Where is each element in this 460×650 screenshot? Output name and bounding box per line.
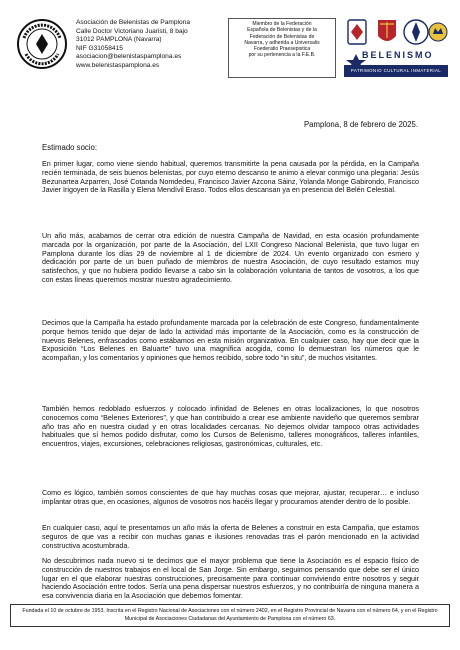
letter-paragraph: No descubrimos nada nuevo si te decimos que el mayor problema que tiene la Asociación es el espacio físico de construcción de nuestros trabajos en el local de San Jorge. Sin embargo, seguimos pensando que debe ser el único lugar en el que elaborar nuestras construcciones, precisamente para continuar conviviendo entre nosotros y seguir haciendo Asociación entre todos. Sería una pena dispersar nuestros esfuerzos, y no contribuiría de ninguna manera a esa convivencia diaria en la Asociación que debemos fomentar.: [42, 557, 419, 601]
organization-city: 31012 PAMPLONA (Navarra): [76, 36, 162, 44]
universalis-emblem-icon: [404, 20, 428, 44]
organization-name: Asociación de Belenistas de Pamplona: [76, 19, 190, 26]
letter-paragraph: Como es lógico, también somos conscientes de que hay muchas cosas que mejorar, ajustar, recuperar… e incluso implantar otras que, en ocasiones, algunos de vosotros nos hacéis llegar y procuramos atender dentro de lo posible.: [42, 489, 419, 506]
organization-website[interactable]: www.belenistaspamplona.es: [76, 61, 160, 69]
letter-paragraph: En cualquier caso, aquí te presentamos un año más la oferta de Belenes a construir en esta Campaña, que estamos seguros de que vas a recibir con muchas ganas e ilusiones renovadas tras el parón mencionado en la actividad constructiva acostumbrada.: [42, 524, 419, 550]
brand-tagline: PATRIMONIO CULTURAL INMATERIAL: [344, 65, 448, 77]
letter-date: Pamplona, 8 de febrero de 2025.: [303, 120, 418, 129]
federation-box: [228, 18, 336, 78]
association-seal-logo: [16, 18, 68, 70]
brand-name: BELENISMO: [362, 50, 434, 60]
letter-paragraph: También hemos redoblado esfuerzos y colocado infinidad de Belenes en otras localizaciones, lo que nosotros conocemos como “Belenes Exteriores”, y que han contribuido a crear ese ambiente navideño que queremos sembrar año tras año en nuestra ciudad y en otras localidades cercanas. No dejemos olvidar tampoco otras actividades habituales que sí hemos podido disfrutar, como los Cursos de Belenismo, talleres monográficos, talleres infantiles, encuentros, viajes, excursiones, celebraciones religiosas, gastronómicas, culturales, etc.: [42, 405, 419, 449]
federation-line: Miembro de la Federación: [252, 21, 312, 27]
federation-line: por su pertenencia a la F.E.B.: [248, 52, 316, 59]
organization-email[interactable]: asociacion@belenistaspamplona.es: [76, 53, 182, 61]
federation-line: Navarra, y adherida a Universalis: [244, 39, 320, 46]
registration-footer: Fundada el 10 de octubre de 1953. Inscrita en el Registro Nacional de Asociaciones con el número 2402, en el Registro Provincial de Navarra con el número 64, y en el Registro Municipal de Asociaciones Ciudadanas del Ayuntamiento de Pamplona con el número 63.: [10, 604, 450, 627]
organization-info: [76, 19, 226, 71]
federation-line: Federación de Belenistas de: [249, 33, 315, 40]
letter-salutation: Estimado socio:: [42, 143, 98, 152]
federation-line: Española de Belenistas y de la: [247, 27, 317, 34]
letter-paragraph: Un año más, acabamos de cerrar otra edición de nuestra Campaña de Navidad, en esta ocasión profundamente marcada por la organización, por parte de la Asociación, del LXII Congreso Nacional Belenista, que tuvo lugar en Pamplona durante los días 29 de noviembre al 1 de diciembre de 2024. Un evento organizado con esmero y dedicación por parte de un buen puñado de miembros de nuestra Asociación, de cuyo resultado estamos muy satisfechos, y que no hubiera podido llevarse a cabo sin la colaboración voluntaria de tantos de vosotros, a los que con estas líneas queremos mostrar nuestro agradecimiento.: [42, 232, 419, 284]
organization-nif: NIF G31058415: [76, 44, 123, 52]
navarra-emblem-icon: [378, 20, 396, 41]
letter-paragraph: Decimos que la Campaña ha estado profundamente marcada por la celebración de este Congreso, fundamentalmente porque hemos tenido que dejar de lado la actividad más importante de la Asociación, como es la construcción de nuevos Belenes, enfrascados como estábamos en esta misión organizativa. En cualquier caso, hay que decir que la Exposición “Los Belenes en Baluarte” tuvo una magnífica acogida, como lo demuestran los números que le acompañan, y los comentarios y opiniones que hemos recibido, sobre todo “in situ”, de muchos visitantes.: [42, 319, 419, 363]
federation-emblem-icon: [348, 20, 366, 44]
organization-address: Calle Doctor Victoriano Juaristi, 8 bajo: [76, 27, 188, 35]
crown-emblem-icon: [429, 23, 447, 41]
federation-line: Foederatio Praesepistica: [253, 46, 311, 53]
letter-paragraph: En primer lugar, como viene siendo habitual, queremos transmitirte la pena causada por la pérdida, en la Campaña recién terminada, de seis buenos belenistas, por cuyo eterno descanso te animo a elevar conmigo una plegaria: Jesús Bezunartea Azparren, José Cotanda Nomdedeu, Francisco Javier Azcona Sáinz, Yolanda Monge Gabirondo, Francisco Javier Irigoyen de la Rasilla y Elena Mendívil Eraso. Todos ellos descansan ya en presencia del Belén Celestial.: [42, 160, 419, 195]
